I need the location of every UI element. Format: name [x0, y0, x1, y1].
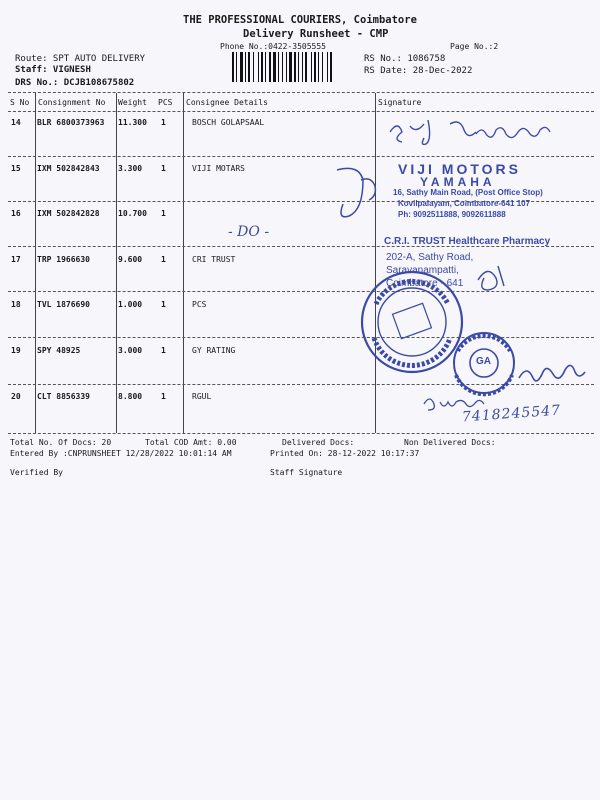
row-sno: 15: [11, 164, 21, 173]
stamp-viji-name: VIJI MOTORS: [398, 161, 521, 177]
row-consignment: SPY 48925: [37, 346, 81, 355]
column-divider: [116, 93, 117, 433]
staff-signature: Staff Signature: [270, 468, 343, 477]
row-consignee: PCS: [192, 300, 207, 309]
barcode: [232, 52, 360, 82]
handwritten-initial: [325, 160, 395, 240]
row-pcs: 1: [161, 392, 166, 401]
row-sno: 16: [11, 209, 21, 218]
row-pcs: 1: [161, 300, 166, 309]
route: Route: SPT AUTO DELIVERY: [15, 54, 146, 64]
row-pcs: 1: [161, 209, 166, 218]
row-consignee: CRI TRUST: [192, 255, 236, 264]
handwritten-signature: [380, 112, 580, 158]
col-header-sno: S No: [10, 98, 30, 107]
col-header-weight: Weight: [118, 98, 147, 107]
stamp-viji-phone: Ph: 9092511888, 9092611888: [398, 210, 506, 219]
page-number: Page No.:2: [450, 42, 499, 51]
stamp-cri-address: Saravanampatti,: [386, 265, 459, 276]
ditto-annotation: - DO -: [228, 224, 270, 240]
row-pcs: 1: [161, 255, 166, 264]
row-weight: 3.300: [118, 164, 143, 173]
row-pcs: 1: [161, 346, 166, 355]
row-weight: 10.700: [118, 209, 147, 218]
stamp-cri-address: Coimbatore - 641: [386, 278, 464, 289]
row-consignee: BOSCH GOLAPSAAL: [192, 118, 265, 127]
row-weight: 1.000: [118, 300, 143, 309]
row-consignee: GY RATING: [192, 346, 236, 355]
entered-by: Entered By :CNPRUNSHEET 12/28/2022 10:01:14 AM: [10, 449, 232, 458]
row-pcs: 1: [161, 118, 166, 127]
row-consignment: IXM 502842843: [37, 164, 100, 173]
row-consignee: VIJI MOTARS: [192, 164, 245, 173]
col-header-consignee: Consignee Details: [186, 98, 268, 107]
row-consignment: TRP 1966630: [37, 255, 90, 264]
delivered-docs: Delivered Docs:: [282, 438, 355, 447]
column-divider: [183, 93, 184, 433]
handwritten-signature: [515, 358, 595, 388]
table-bottom-rule: [8, 433, 594, 434]
verified-by: Verified By: [10, 468, 63, 477]
printed-on: Printed On: 28-12-2022 10:17:37: [270, 449, 420, 458]
row-consignment: BLR 6800373963: [37, 118, 105, 127]
total-docs: Total No. Of Docs: 20: [10, 438, 112, 447]
row-consignment: CLT 8856339: [37, 392, 90, 401]
company-name: THE PROFESSIONAL COURIERS, Coimbatore: [183, 14, 417, 26]
row-sno: 18: [11, 300, 21, 309]
row-pcs: 1: [161, 164, 166, 173]
stamp-cri-address: 202-A, Sathy Road,: [386, 252, 474, 263]
row-consignee: RGUL: [192, 392, 212, 401]
stamp-viji-brand: YAMAHA: [420, 175, 496, 189]
col-header-consignment: Consignment No: [38, 98, 106, 107]
row-sno: 14: [11, 118, 21, 127]
handwritten-mark: [470, 260, 510, 300]
row-sno: 17: [11, 255, 21, 264]
document-title: Delivery Runsheet - CMP: [243, 28, 389, 40]
col-header-signature: Signature: [378, 98, 422, 107]
non-delivered-docs: Non Delivered Docs:: [404, 438, 496, 447]
stamp-viji-address: Kovilpalayam, Coimbatore-641 107: [398, 199, 531, 208]
row-consignment: TVL 1876690: [37, 300, 90, 309]
row-consignment: IXM 502842828: [37, 209, 100, 218]
rs-date: RS Date: 28-Dec-2022: [364, 66, 473, 76]
drs-number: DRS No.: DCJB108675802: [15, 78, 135, 88]
total-cod: Total COD Amt: 0.00: [145, 438, 237, 447]
table-top-rule: [8, 92, 594, 93]
row-sno: 20: [11, 392, 21, 401]
gy-seal-label: GA: [476, 356, 491, 367]
stamp-cri-name: C.R.I. TRUST Healthcare Pharmacy: [384, 236, 551, 247]
rs-number: RS No.: 1086758: [364, 54, 446, 64]
phone-number: Phone No.:0422-3505555: [220, 42, 326, 51]
row-sno: 19: [11, 346, 21, 355]
row-weight: 9.600: [118, 255, 143, 264]
handwritten-phone: 7418245547: [461, 402, 562, 426]
staff: Staff: VIGNESH: [15, 65, 91, 75]
row-weight: 3.000: [118, 346, 143, 355]
stamp-viji-address: 16, Sathy Main Road, (Post Office Stop): [393, 188, 543, 197]
column-divider: [375, 93, 376, 433]
column-divider: [35, 93, 36, 433]
row-weight: 8.800: [118, 392, 143, 401]
row-weight: 11.300: [118, 118, 147, 127]
col-header-pcs: PCS: [158, 98, 173, 107]
